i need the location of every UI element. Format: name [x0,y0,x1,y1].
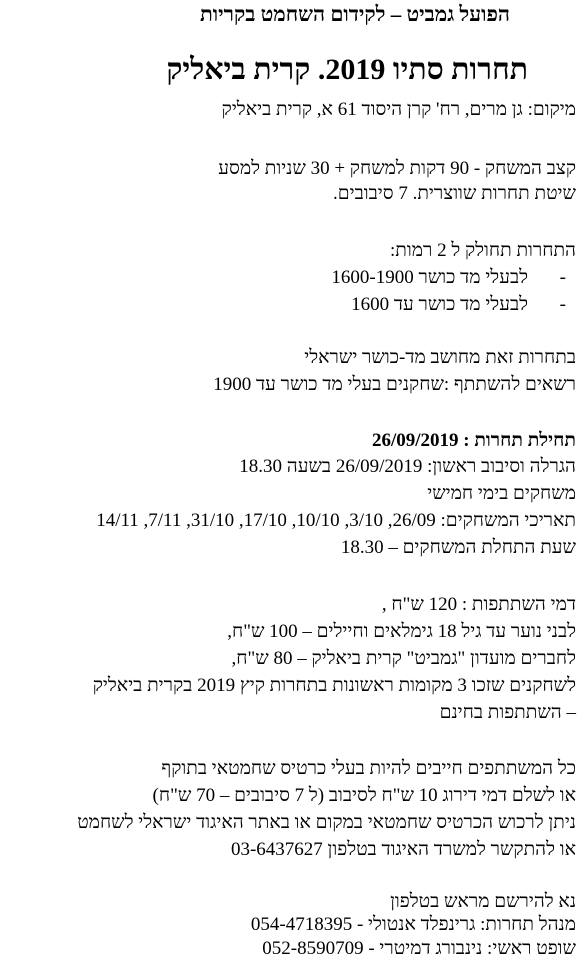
level-item [0,293,566,317]
registration-line: נא להירשם מראש בטלפון [390,891,576,912]
game-dates-line: תאריכי המשחקים: 26/09, 3/10, 10/10, 17/10, 31/10, 7/11, 14/11 [96,510,576,531]
fee-youth-line: לבני נוער עד גיל 18 גימלאים וחיילים – 100 ש"ח, [227,621,576,642]
location-line: מיקום: גן מרים, רח' קרן היסוד 61 א, קרית ביאליק [221,99,576,120]
rating-line: בתחרות זאת מחושב מד-כושר ישראלי [304,347,576,368]
level-item [0,266,566,290]
levels-intro: התחרות תחולק ל 2 רמות: [389,240,576,261]
arbiter-contact: שופט ראשי: נינבורג דמיטרי - 052-8590709 [262,938,576,959]
director-contact: מנהל תחרות: גרינפלד אנטולי - 054-4718395 [250,914,576,935]
start-date-line: תחילת תחרות : 26/09/2019 [371,430,576,451]
bullet-dash: - [559,294,566,315]
fee-winners-line: לשחקנים שזכו 3 מקומות ראשונות בתחרות קיץ 2019 בקרית ביאליק [92,675,576,696]
membership-line: כל המשתתפים חייבים להיות בעלי כרטיס שחמטאי בתוקף [161,758,576,779]
fee-members-line: לחברים מועדון "גמביט" קרית ביאליק – 80 ש"ח, [231,648,576,669]
rating-fee-line: או לשלם דמי דירוג 10 ש"ח לסיבוב (ל 7 סיבובים – 70 ש"ח) [152,785,576,806]
draw-line: הגרלה וסיבוב ראשון: 26/09/2019 בשעה 18.30 [239,456,576,477]
bullet-dash: - [559,267,566,288]
fee-free-line: – השתתפות בחינם [439,702,576,723]
fee-line: דמי השתתפות : 120 ש"ח , [381,594,576,615]
time-control-line: קצב המשחק - 90 דקות למשחק + 30 שניות למסע [218,158,576,179]
level-item-text: לבעלי מד כושר עד 1600 [351,294,528,315]
page-title: תחרות סתיו 2019. קרית ביאליק [166,53,528,86]
start-time-line: שעת התחלת המשחקים – 18.30 [340,537,576,558]
card-purchase-line: ניתן לרכוש הכרטיס שחמטאי במקום או באתר האיגוד ישראלי לשחמט [77,812,576,833]
federation-phone-line: או להתקשר למשרד האיגוד בטלפון 03-6437627 [230,839,576,860]
game-days-line: משחקים בימי חמישי [427,483,576,504]
eligibility-line: רשאים להשתתף :שחקנים בעלי מד כושר עד 1900 [213,374,576,395]
organization-name: הפועל גמביט – לקידום השחמט בקריות [199,2,510,26]
level-item-text: לבעלי מד כושר 1600-1900 [331,267,528,288]
system-line: שיטת תחרות שווצרית. 7 סיבובים. [333,183,576,204]
